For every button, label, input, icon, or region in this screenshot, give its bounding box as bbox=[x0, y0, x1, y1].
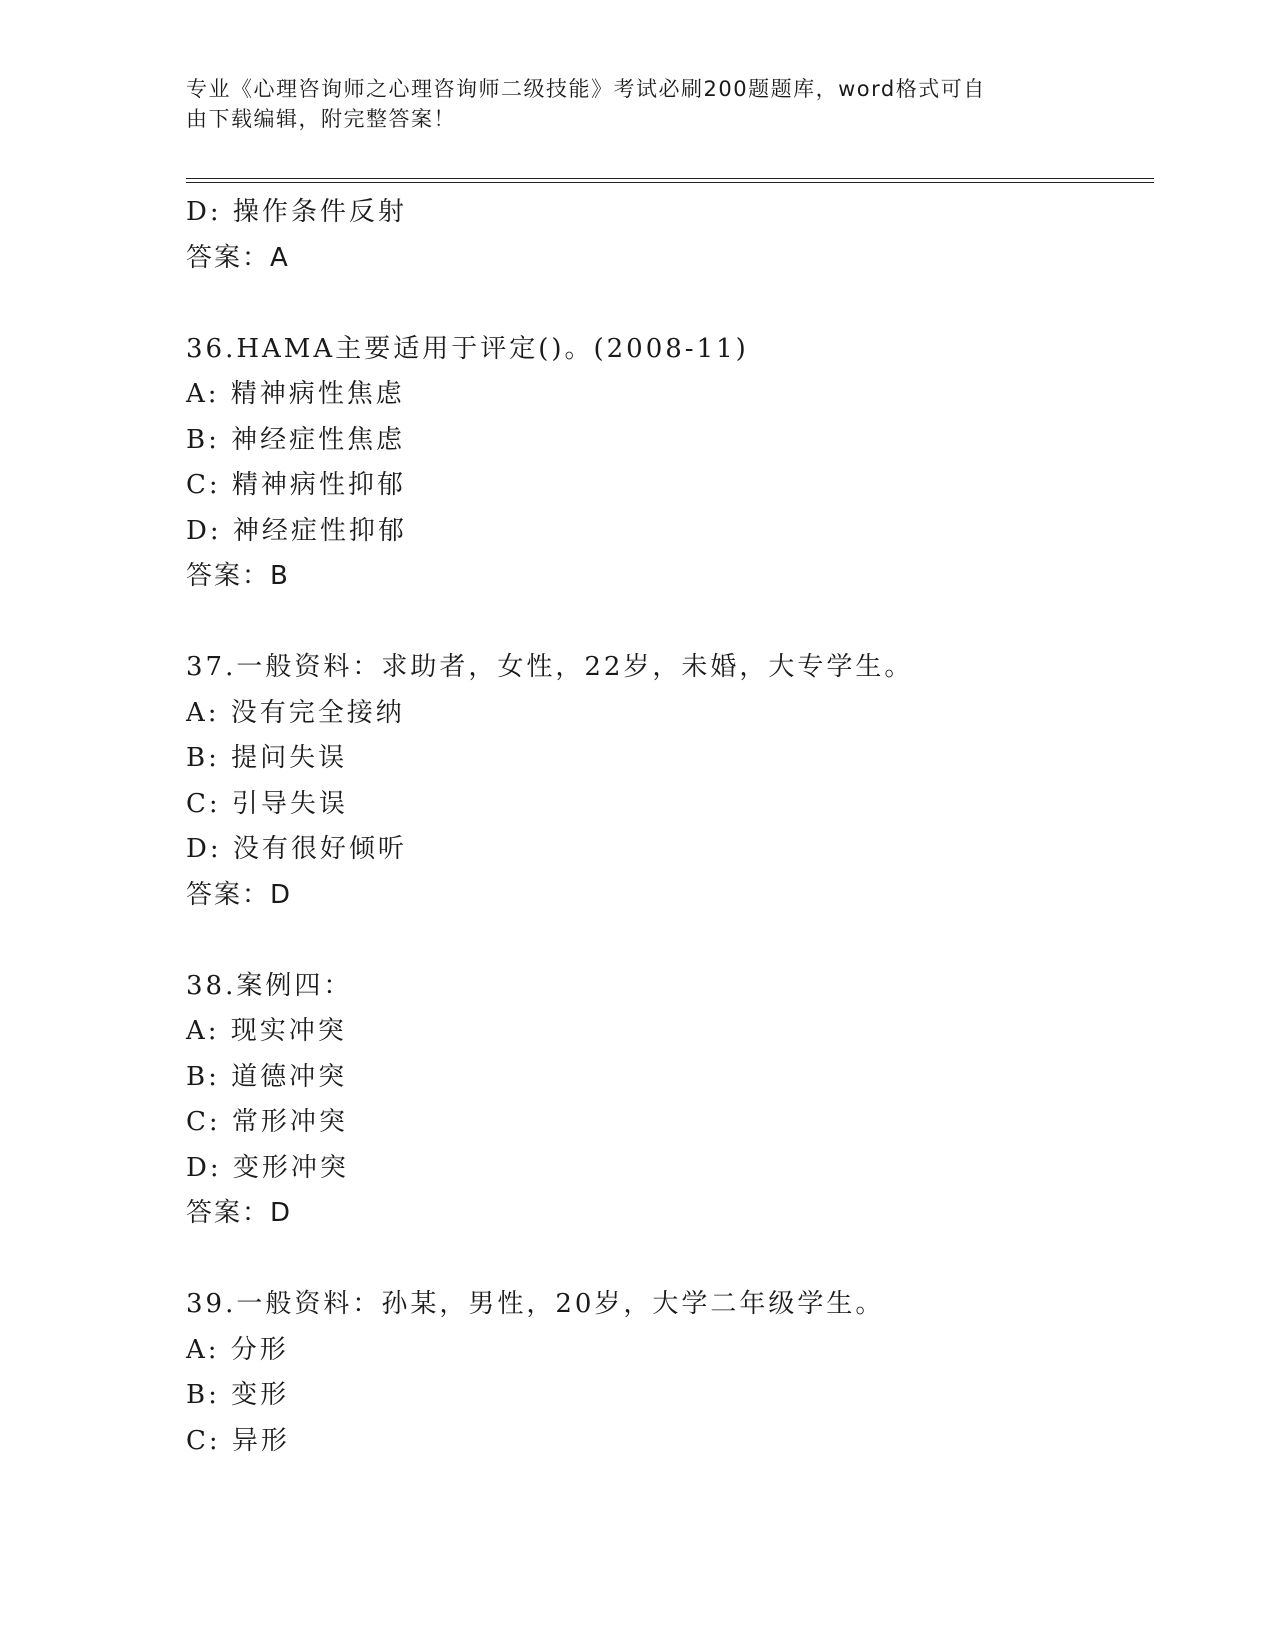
answer: 答案：A bbox=[186, 242, 290, 273]
header-divider-bottom bbox=[186, 182, 1154, 183]
option-d: D: 神经症性抑郁 bbox=[186, 515, 407, 546]
option-b: B: 提问失误 bbox=[186, 743, 348, 773]
header-line-2: 由下载编辑，附完整答案！ bbox=[186, 107, 456, 131]
option-a: A: 分形 bbox=[186, 1334, 289, 1365]
option-d: D: 操作条件反射 bbox=[186, 197, 407, 227]
answer: 答案：B bbox=[186, 561, 290, 591]
spacer bbox=[186, 1237, 1154, 1283]
header-divider-top bbox=[186, 178, 1154, 179]
option-c: C: 常形冲突 bbox=[186, 1107, 348, 1137]
answer: 答案：D bbox=[186, 1198, 293, 1228]
option-a: A: 现实冲突 bbox=[186, 1016, 347, 1046]
header-line-1: 专业《心理咨询师之心理咨询师二级技能》考试必刷200题题库，word格式可自 bbox=[186, 77, 986, 101]
option-c: C: 精神病性抑郁 bbox=[186, 470, 406, 500]
answer: 答案：D bbox=[186, 879, 293, 910]
spacer bbox=[186, 281, 1154, 327]
question-stem: 36.HAMA主要适用于评定()。(2008-11) bbox=[186, 333, 749, 364]
option-b: B: 道德冲突 bbox=[186, 1061, 348, 1092]
option-c: C: 引导失误 bbox=[186, 788, 348, 819]
question-stem: 38.案例四： bbox=[186, 970, 353, 1001]
document-header bbox=[186, 74, 1066, 134]
option-b: B: 神经症性焦虑 bbox=[186, 424, 406, 455]
question-stem: 39.一般资料：孙某，男性，20岁，大学二年级学生。 bbox=[186, 1289, 885, 1319]
option-b: B: 变形 bbox=[186, 1380, 290, 1410]
option-d: D: 没有很好倾听 bbox=[186, 834, 407, 864]
option-a: A: 精神病性焦虑 bbox=[186, 379, 405, 409]
question-stem: 37.一般资料：求助者，女性，22岁，未婚，大专学生。 bbox=[186, 652, 914, 682]
spacer bbox=[186, 918, 1154, 964]
option-c: C: 异形 bbox=[186, 1425, 290, 1456]
question-list bbox=[186, 190, 1154, 1464]
spacer bbox=[186, 600, 1154, 646]
option-a: A: 没有完全接纳 bbox=[186, 697, 405, 728]
option-d: D: 变形冲突 bbox=[186, 1152, 349, 1183]
